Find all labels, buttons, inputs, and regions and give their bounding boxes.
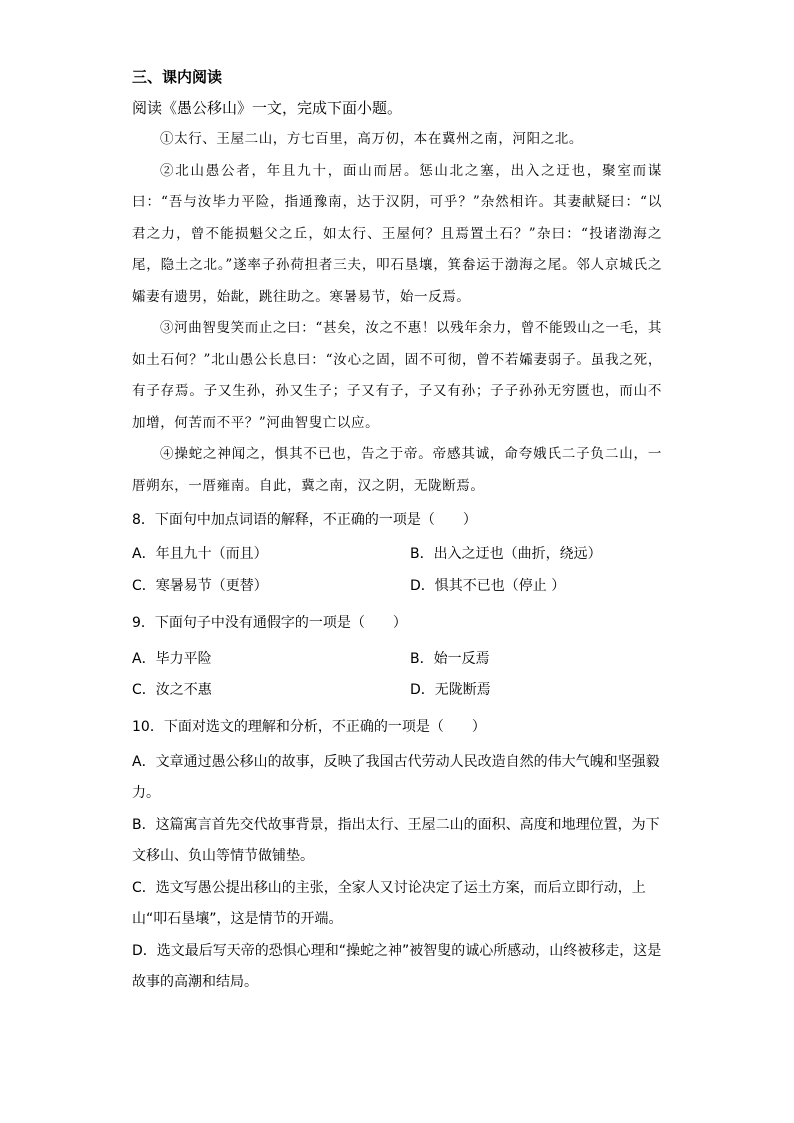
- question-8-option-b: B．出入之迂也（曲折，绕远）: [410, 546, 602, 562]
- passage-paragraph-3: ③河曲智叟笑而止之曰：“甚矣，汝之不惠！以残年余力，曾不能毁山之一毛，其如土石何？”北山愚公长息曰：“汝心之固，固不可彻，曾不若孀妻弱子。虽我之死，有子存焉。子又生孙，孙又生子；子又有子，子又有孙；子子孙孙无穷匮也，而山不加增，何苦而不平？”河曲智叟亡以应。: [132, 320, 662, 431]
- question-9-option-a: A．毕力平险: [132, 651, 212, 667]
- question-8-option-c: C．寒暑易节（更替）: [132, 578, 268, 594]
- question-10-option-b: B．这篇寓言首先交代故事背景，指出太行、王屋二山的面积、高度和地理位置，为下文移山、负山等情节做铺垫。: [132, 817, 660, 864]
- question-8-option-d: D．惧其不已也（停止 ）: [410, 578, 566, 594]
- question-9-option-d: D．无陇断焉: [410, 682, 491, 698]
- question-9-option-c: C．汝之不惠: [132, 682, 212, 698]
- question-10-option-c: C．选文写愚公提出移山的主张，全家人又讨论决定了运土方案，而后立即行动，上山“叩石垦壤”，这是情节的开端。: [132, 880, 646, 927]
- question-9-option-b: B．始一反焉: [410, 651, 490, 667]
- question-8-stem: 8．下面句中加点词语的解释，不正确的一项是（ ）: [132, 512, 477, 528]
- section-instruction: 阅读《愚公移山》一文，完成下面小题。: [132, 99, 403, 117]
- passage-paragraph-2: ②北山愚公者，年且九十，面山而居。惩山北之塞，出入之迂也，聚室而谋曰：“吾与汝毕力平险，指通豫南，达于汉阴，可乎？”杂然相许。其妻献疑曰：“以君之力，曾不能损魁父之丘，如太行、王屋何？且焉置土石？”杂曰：“投诸渤海之尾，隐土之北。”遂率子孙荷担者三夫，叩石垦壤，箕畚运于渤海之尾。邻人京城氏之孀妻有遗男，始龀，跳往助之。寒暑易节，始一反焉。: [132, 162, 662, 305]
- passage-paragraph-1: ①太行、王屋二山，方七百里，高万仞，本在冀州之南，河阳之北。: [160, 131, 583, 147]
- section-title: 三、课内阅读: [132, 68, 223, 86]
- question-10-option-a: A．文章通过愚公移山的故事，反映了我国古代劳动人民改造自然的伟大气魄和坚强毅力。: [132, 754, 660, 801]
- question-9-stem: 9．下面句子中没有通假字的一项是（ ）: [132, 615, 407, 631]
- passage-paragraph-4: ④操蛇之神闻之，惧其不已也，告之于帝。帝感其诚，命夸娥氏二子负二山，一厝朔东，一厝雍南。自此，冀之南，汉之阴，无陇断焉。: [132, 446, 662, 494]
- question-10-option-d: D．选文最后写天帝的恐惧心理和“操蛇之神”被智叟的诚心所感动，山终被移走，这是故事的高潮和结局。: [132, 943, 662, 990]
- question-8-option-a: A．年且九十（而且）: [132, 546, 268, 562]
- reading-passage: [132, 124, 662, 502]
- question-10-stem: 10．下面对选文的理解和分析，不正确的一项是（ ）: [132, 719, 486, 735]
